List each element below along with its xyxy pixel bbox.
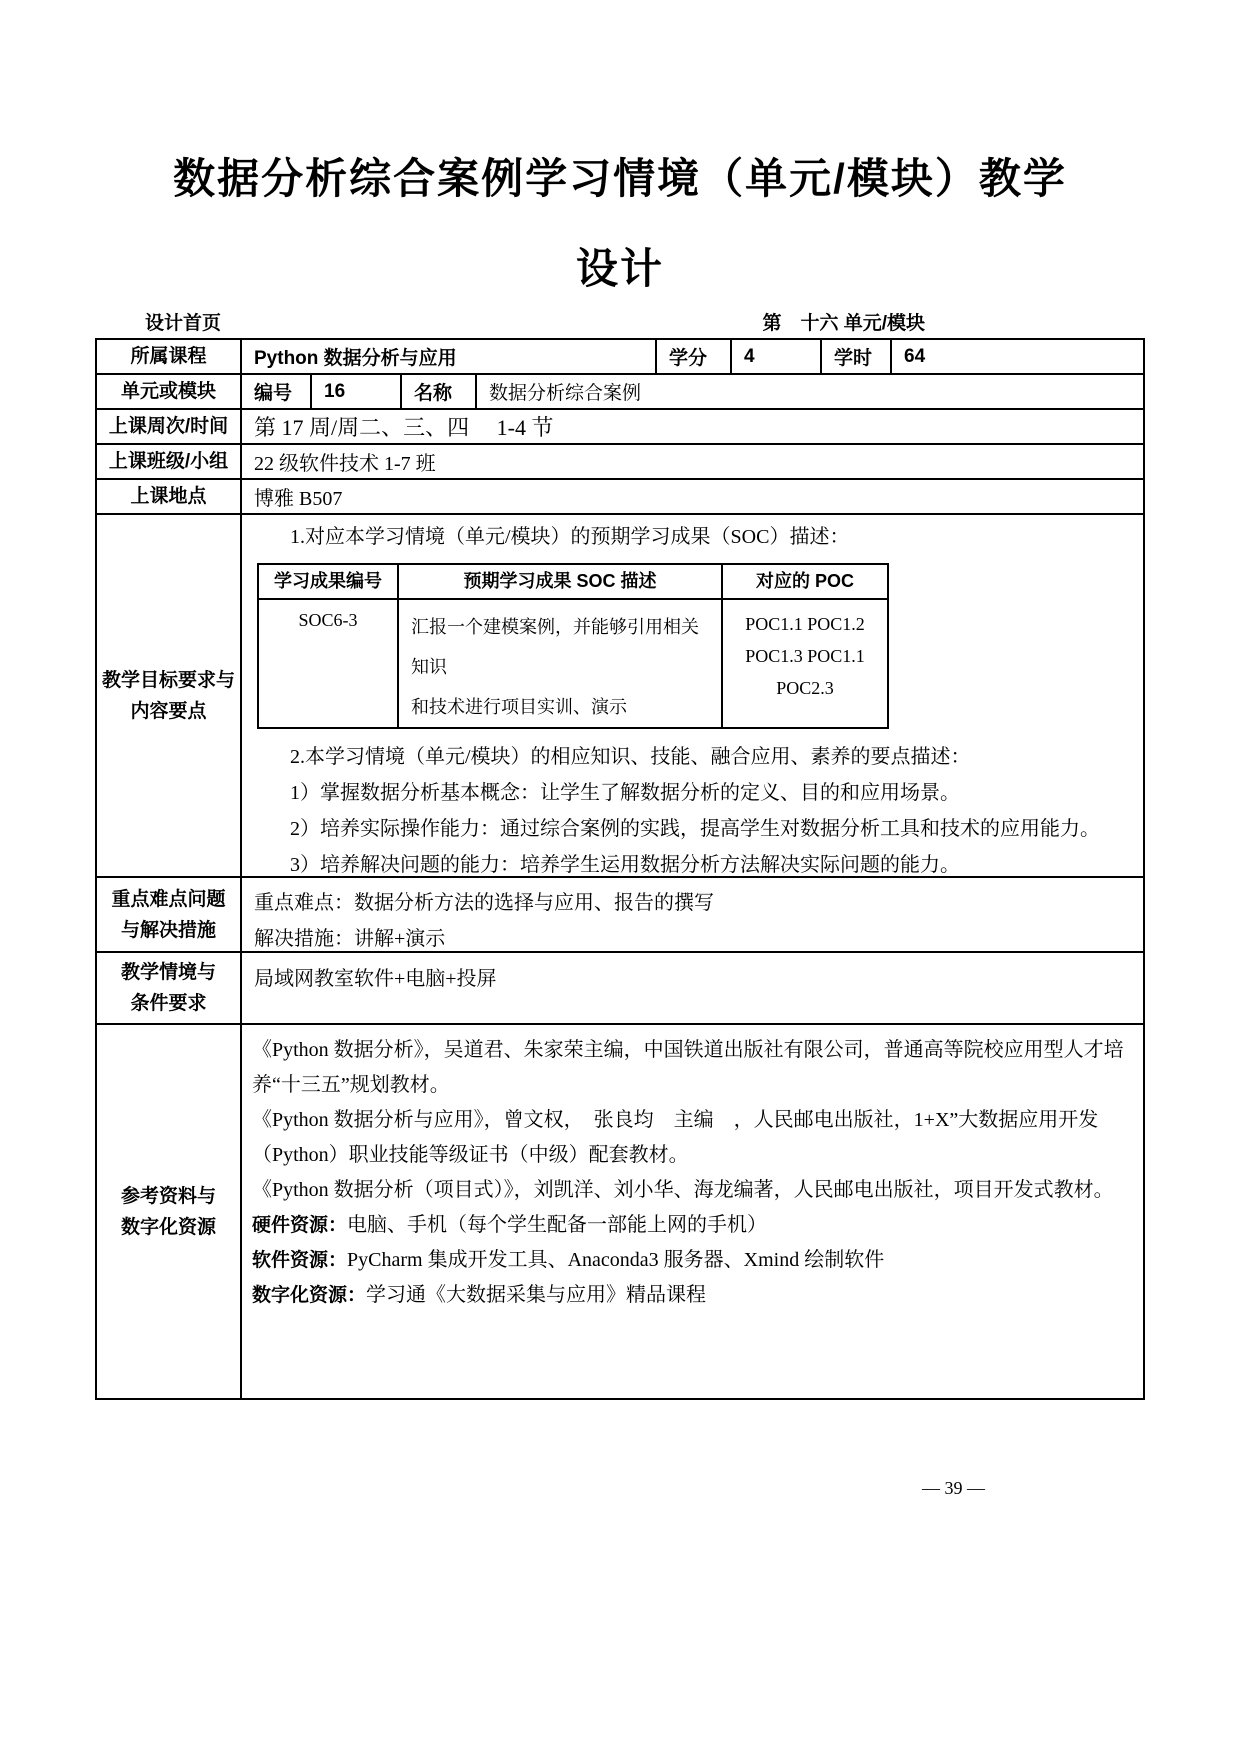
row-objectives xyxy=(97,515,1143,878)
module-name-label: 名称 xyxy=(402,375,477,408)
objectives-label xyxy=(97,515,242,876)
soc-table xyxy=(257,563,889,729)
module-name-value: 数据分析综合案例 xyxy=(489,383,642,404)
environment-label-line-1: 教学情境与 xyxy=(120,962,216,983)
objectives-item-2: 2）培养实际操作能力：通过综合案例的实践，提高学生对数据分析工具和技术的应用能力。 xyxy=(290,818,1100,840)
difficulties-content xyxy=(242,878,1143,951)
hardware-resources xyxy=(252,1208,1131,1243)
caption-unit-number: 第 十六 单元/模块 xyxy=(762,313,925,334)
objectives-item-3: 3）培养解决问题的能力：培养学生运用数据分析方法解决实际问题的能力。 xyxy=(290,854,960,876)
credit-label: 学分 xyxy=(657,340,732,373)
document-title xyxy=(0,134,1240,314)
module-no-label: 编号 xyxy=(242,375,312,408)
objectives-content xyxy=(242,515,1143,876)
soc-poc-line-2: POC1.3 POC1.1 xyxy=(745,646,865,666)
soc-header-desc: 预期学习成果 SOC 描述 xyxy=(399,565,723,598)
objectives-item-1: 1）掌握数据分析基本概念：让学生了解数据分析的定义、目的和应用场景。 xyxy=(290,782,960,804)
table-caption-row xyxy=(95,308,1145,335)
soc-intro: 1.对应本学习情境（单元/模块）的预期学习成果（SOC）描述： xyxy=(290,526,850,548)
digital-resources-value: 学习通《大数据采集与应用》精品课程 xyxy=(366,1284,707,1306)
environment-label-line-2: 条件要求 xyxy=(130,993,207,1014)
row-course xyxy=(97,340,1143,375)
soc-header-poc: 对应的 POC xyxy=(755,571,854,591)
references-label xyxy=(97,1025,242,1398)
references-label-line-1: 参考资料与 xyxy=(120,1185,216,1207)
reference-book-1: 《Python 数据分析》，吴道君、朱家荣主编，中国铁道出版社有限公司，普通高等院校应用型人才培养“十三五”规划教材。 xyxy=(252,1039,1124,1096)
schedule-value: 第 17 周/周二、三、四 1-4 节 xyxy=(254,415,554,440)
soc-table-header xyxy=(259,565,887,600)
references-label-line-2: 数字化资源 xyxy=(120,1216,216,1238)
references-content xyxy=(242,1025,1143,1398)
credit-value: 4 xyxy=(732,340,822,373)
soc-table-row xyxy=(259,600,887,727)
environment-label xyxy=(97,953,242,1023)
row-difficulties xyxy=(97,878,1143,953)
module-no-value: 16 xyxy=(312,375,402,408)
title-line-2: 设计 xyxy=(575,245,664,292)
class-group-label: 上课班级/小组 xyxy=(97,445,242,478)
objectives-label-line-1: 教学目标要求与 xyxy=(101,669,235,691)
soc-header-code: 学习成果编号 xyxy=(259,565,399,598)
software-resources xyxy=(252,1243,1131,1278)
row-module xyxy=(97,375,1143,410)
difficulties-line-2: 解决措施：讲解+演示 xyxy=(254,928,446,950)
design-table xyxy=(95,338,1145,1400)
soc-description xyxy=(399,600,723,727)
row-references xyxy=(97,1025,1143,1398)
hardware-resources-label: 硬件资源： xyxy=(252,1215,348,1236)
page-number: — 39 — xyxy=(922,1478,985,1498)
course-value: Python 数据分析与应用 xyxy=(242,340,657,373)
class-group-value: 22 级软件技术 1-7 班 xyxy=(254,453,436,475)
hours-label: 学时 xyxy=(822,340,892,373)
soc-code: SOC6-3 xyxy=(259,600,399,727)
environment-value: 局域网教室软件+电脑+投屏 xyxy=(254,968,497,990)
difficulties-label-line-1: 重点难点问题 xyxy=(111,888,226,910)
soc-poc-line-1: POC1.1 POC1.2 xyxy=(745,614,865,634)
reference-book-2: 《Python 数据分析与应用》，曾文权， 张良均 主编 ，人民邮电出版社，1+X”大数据应用开发（Python）职业技能等级证书（中级）配套教材。 xyxy=(252,1109,1099,1166)
schedule-label: 上课周次/时间 xyxy=(97,410,242,443)
difficulties-line-1: 重点难点：数据分析方法的选择与应用、报告的撰写 xyxy=(254,892,714,914)
row-schedule xyxy=(97,410,1143,445)
soc-poc-line-3: POC2.3 xyxy=(776,678,834,698)
objectives-point-2: 2.本学习情境（单元/模块）的相应知识、技能、融合应用、素养的要点描述： xyxy=(290,746,971,768)
row-class-group xyxy=(97,445,1143,480)
module-label: 单元或模块 xyxy=(97,375,242,408)
digital-resources xyxy=(252,1278,1131,1313)
digital-resources-label: 数字化资源： xyxy=(252,1285,367,1306)
software-resources-label: 软件资源： xyxy=(252,1250,348,1271)
soc-description-line-1: 汇报一个建模案例，并能够引用相关知识 xyxy=(411,617,699,677)
reference-book-3: 《Python 数据分析（项目式）》，刘凯洋、刘小华、海龙编著，人民邮电出版社，项目开发式教材。 xyxy=(252,1179,1114,1201)
row-environment xyxy=(97,953,1143,1025)
course-label: 所属课程 xyxy=(97,340,242,373)
row-location xyxy=(97,480,1143,515)
difficulties-label xyxy=(97,878,242,951)
location-value: 博雅 B507 xyxy=(254,488,343,510)
soc-description-line-2: 和技术进行项目实训、演示 xyxy=(411,697,627,717)
objectives-label-line-2: 内容要点 xyxy=(130,700,207,722)
title-line-1: 数据分析综合案例学习情境（单元/模块）教学 xyxy=(173,155,1067,202)
hardware-resources-value: 电脑、手机（每个学生配备一部能上网的手机） xyxy=(347,1214,768,1236)
software-resources-value: PyCharm 集成开发工具、Anaconda3 服务器、Xmind 绘制软件 xyxy=(347,1249,885,1271)
caption-design-homepage: 设计首页 xyxy=(145,313,222,334)
soc-poc xyxy=(723,600,887,727)
difficulties-label-line-2: 与解决措施 xyxy=(120,919,216,941)
hours-value: 64 xyxy=(904,345,926,367)
location-label: 上课地点 xyxy=(97,480,242,513)
